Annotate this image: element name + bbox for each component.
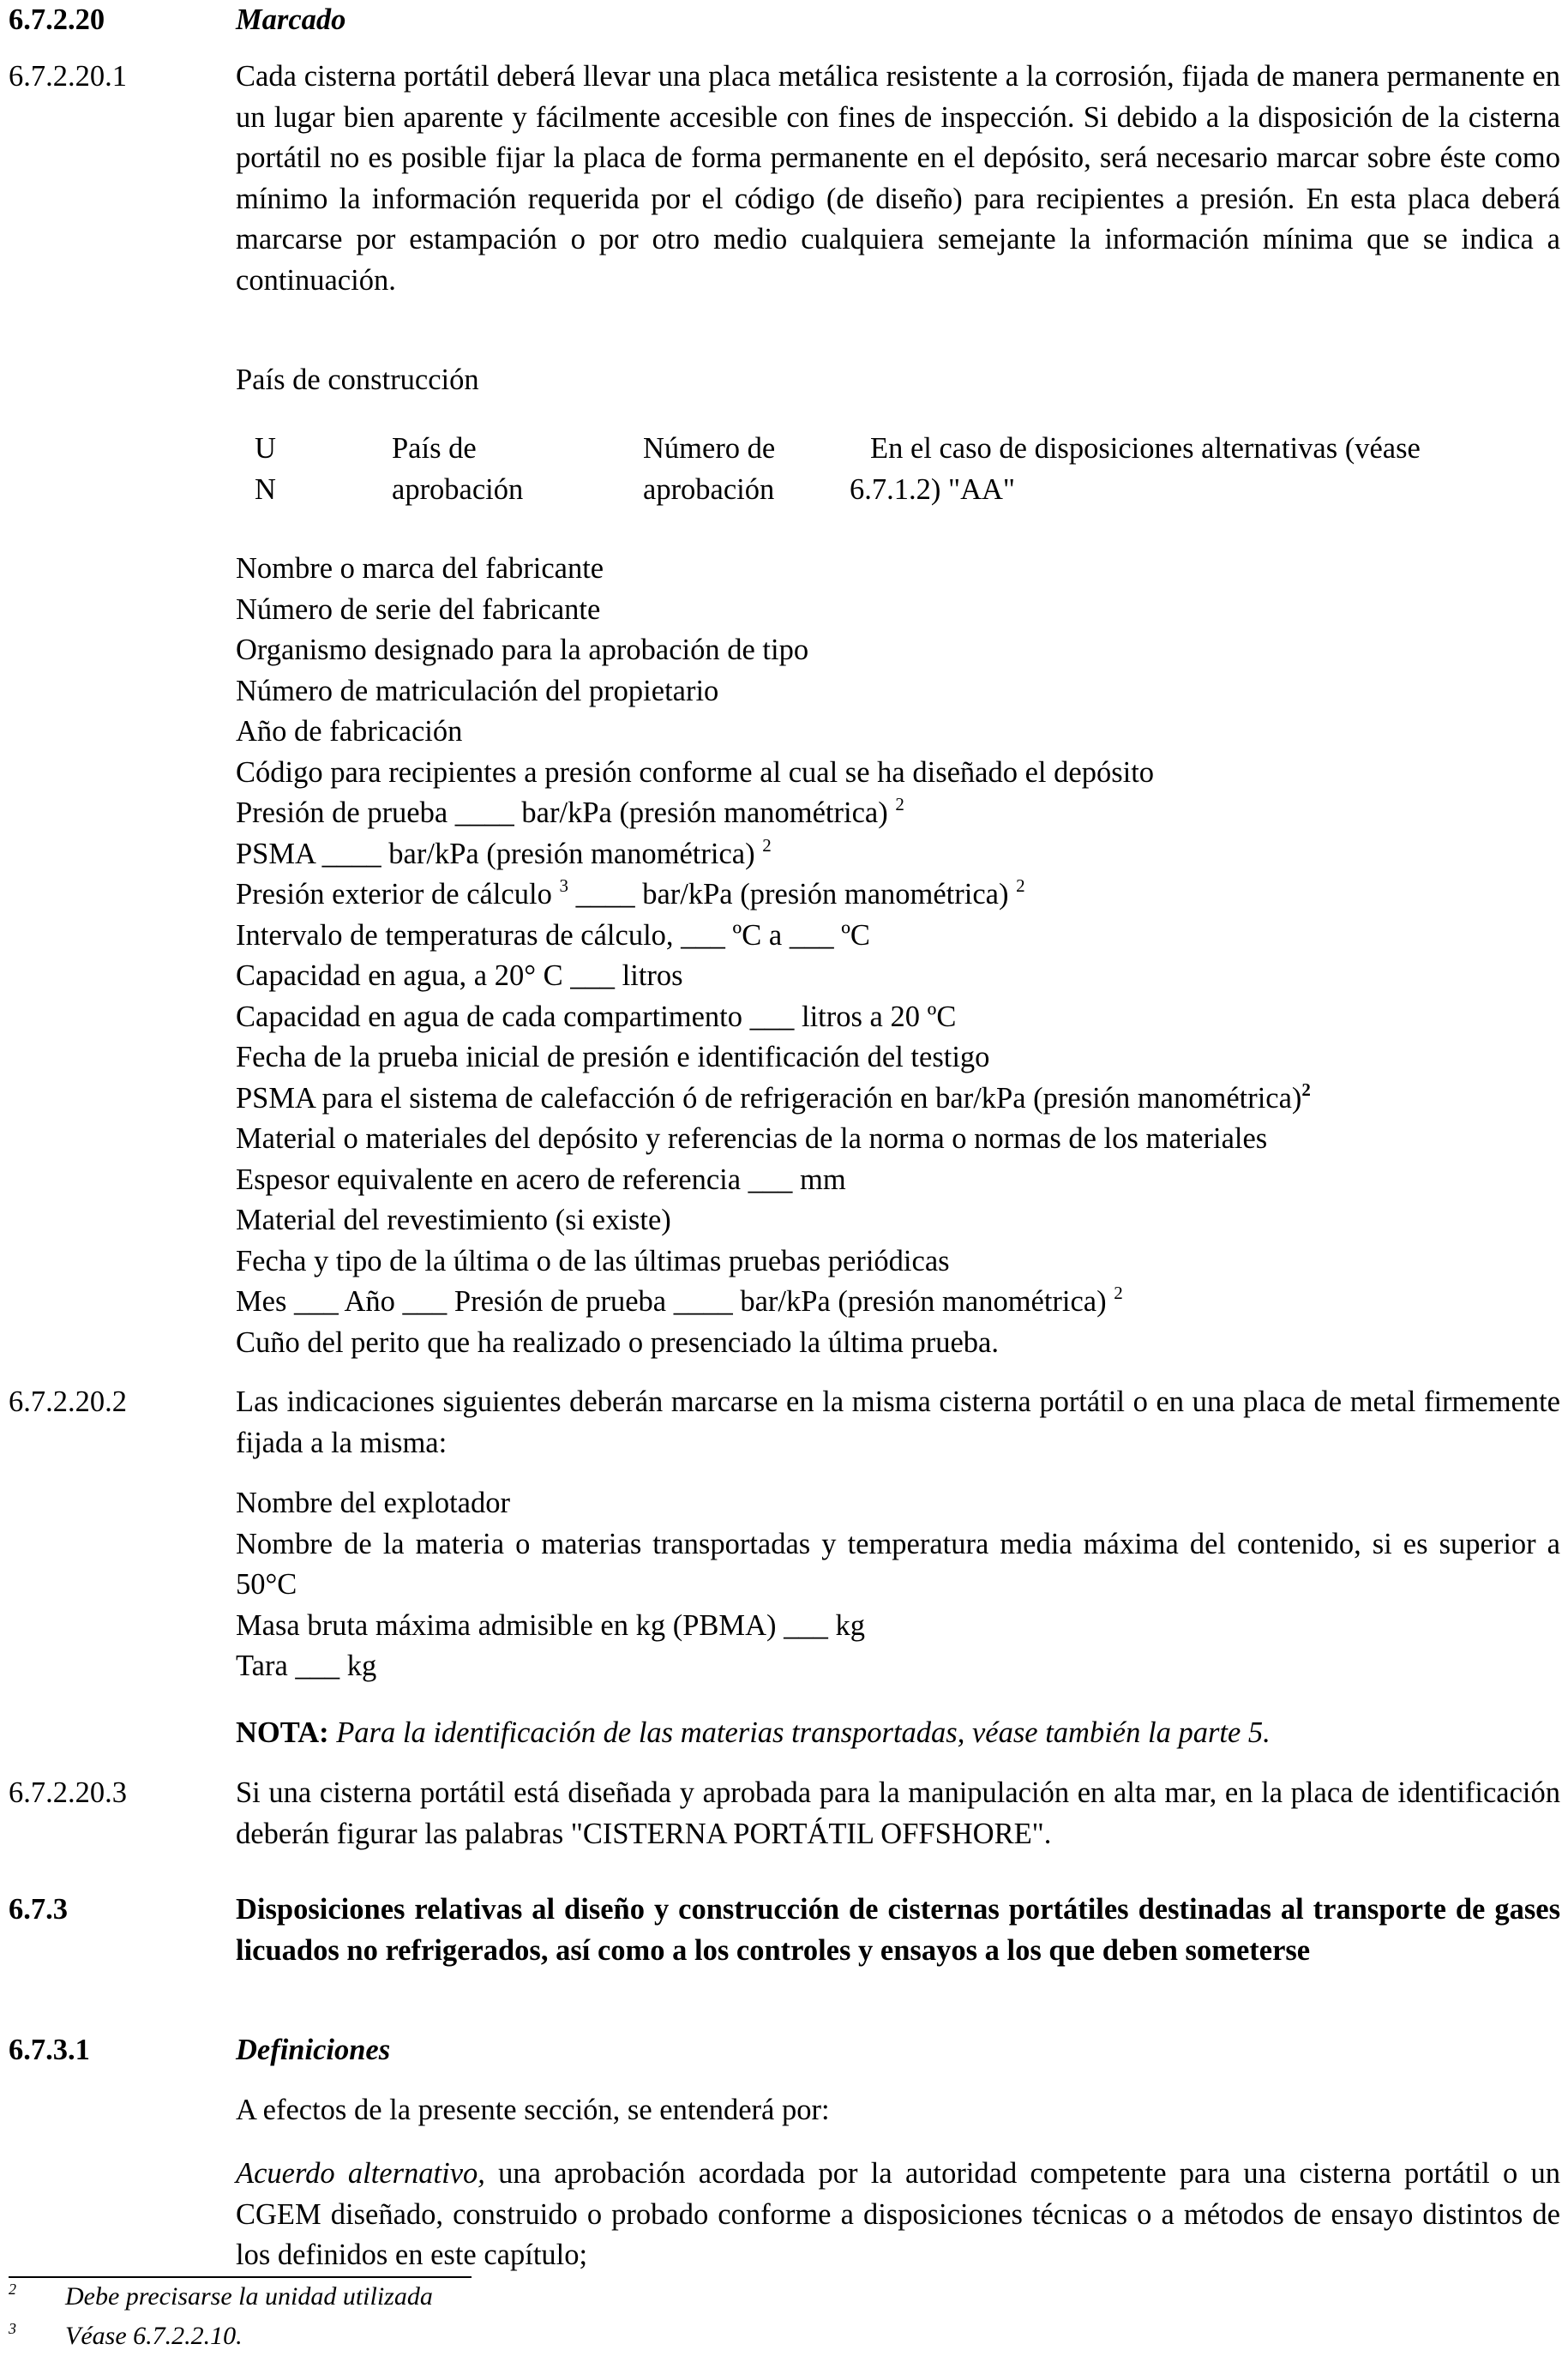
section-title: Definiciones xyxy=(236,2034,391,2066)
footnote-text: Debe precisarse la unidad utilizada xyxy=(65,2282,433,2311)
list-item: Material o materiales del depósito y referencias de la norma o normas de los materiales xyxy=(236,1122,1268,1155)
footnote xyxy=(9,2320,243,2351)
list-item: Material del revestimiento (si existe) xyxy=(236,1204,671,1236)
operator-items-list xyxy=(236,1483,1560,1687)
paragraph: Si una cisterna portátil está diseñada y aprobada para la manipulación en alta mar, en la placa de identificación deberán figurar las palabras "CISTERNA PORTÁTIL OFFSHORE". xyxy=(236,1776,1560,1850)
definition-text: una aprobación acordada por la autoridad competente para una cisterna portátil o un CGEM diseñado, construido o probado conforme a disposiciones técnicas o a métodos de ensayo distintos de los definidos en este capítulo; xyxy=(236,2157,1560,2271)
item-text: ____ bar/kPa (presión manométrica) xyxy=(568,878,1017,911)
section-title: Disposiciones relativas al diseño y construcción de cisternas portátiles destinadas al transporte de gases licuados no refrigerados, así como a los controles y ensayos a los que deben someterse xyxy=(236,1893,1560,1967)
paragraph: Las indicaciones siguientes deberán marcarse en la misma cisterna portátil o en una placa de metal firmemente fijada a la misma: xyxy=(236,1385,1560,1459)
list-item: Código para recipientes a presión conforme al cual se ha diseñado el depósito xyxy=(236,755,1155,789)
footnote-ref: 2 xyxy=(895,794,904,814)
note-text: Para la identificación de las materias transportadas, véase también la parte 5. xyxy=(328,1716,1271,1749)
approval-table xyxy=(236,429,1560,511)
list-item: Espesor equivalente en acero de referencia ___ mm xyxy=(236,1163,846,1196)
table-cell: N xyxy=(255,473,276,506)
footnote-ref: 2 xyxy=(762,834,772,856)
table-cell: U xyxy=(255,432,276,465)
paragraph: Cada cisterna portátil deberá llevar una placa metálica resistente a la corrosión, fijada de manera permanente en un lugar bien aparente y fácilmente accesible con fines de inspección. Si debido a la disposición de la cisterna portátil no es posible fijar la placa de forma permanente en el depósito, será necesario marcar sobre éste como mínimo la información requerida por el código (de diseño) para recipientes a presión. En esta placa deberá marcarse por estampación o por otro medio cualquiera semejante la información mínima que se indica a continuación. xyxy=(236,60,1560,297)
list-item xyxy=(236,834,1560,875)
list-item: Fecha y tipo de la última o de las últimas pruebas periódicas xyxy=(236,1244,950,1277)
list-item xyxy=(236,793,1560,834)
section-number: 6.7.2.20.3 xyxy=(9,1776,127,1809)
item-text: Presión exterior de cálculo xyxy=(236,878,560,911)
footnote-ref: 3 xyxy=(559,875,568,896)
list-item: Nombre del explotador xyxy=(236,1487,510,1519)
marking-items-list xyxy=(236,549,1560,1363)
intro-text: A efectos de la presente sección, se entenderá por: xyxy=(236,2094,830,2126)
table-cell: En el caso de disposiciones alternativas (véase xyxy=(870,432,1421,465)
item-text: Presión de prueba ____ bar/kPa (presión manométrica) xyxy=(236,796,896,829)
footnote-mark: 2 xyxy=(9,2281,16,2298)
footnote-ref: 2 xyxy=(1301,1079,1311,1100)
section-title: Marcado xyxy=(236,3,346,36)
table-cell: aprobación xyxy=(643,473,775,506)
table-cell: País de xyxy=(392,432,477,465)
item-text: Mes ___ Año ___ Presión de prueba ____ bar/kPa (presión manométrica) xyxy=(236,1285,1114,1318)
list-item: Tara ___ kg xyxy=(236,1650,377,1682)
list-item: Masa bruta máxima admisible en kg (PBMA) ___ kg xyxy=(236,1608,865,1642)
definition-term: Acuerdo alternativo, xyxy=(236,2157,485,2190)
list-item: Número de serie del fabricante xyxy=(236,592,601,626)
item-text: PSMA ____ bar/kPa (presión manométrica) xyxy=(236,837,763,870)
section-number: 6.7.3 xyxy=(9,1893,68,1926)
list-item: Organismo designado para la aprobación de tipo xyxy=(236,634,809,666)
list-item xyxy=(236,1282,1560,1323)
footnote-ref: 2 xyxy=(1016,875,1025,896)
note xyxy=(236,1713,1560,1754)
section-number: 6.7.3.1 xyxy=(9,2034,90,2066)
section-number: 6.7.2.20.2 xyxy=(9,1385,127,1418)
list-item: Nombre de la materia o materias transportadas y temperatura media máxima del contenido, si es superior a 50°C xyxy=(236,1527,1560,1601)
table-cell: 6.7.1.2) "AA" xyxy=(850,473,1015,506)
table-cell: Número de xyxy=(643,432,776,465)
footnote-mark: 3 xyxy=(9,2320,16,2337)
footnote-text: Véase 6.7.2.2.10. xyxy=(65,2322,243,2350)
section-number: 6.7.2.20 xyxy=(9,3,105,36)
list-item: Cuño del perito que ha realizado o presenciado la última prueba. xyxy=(236,1325,999,1359)
footnote-rule xyxy=(9,2276,472,2278)
list-item: Capacidad en agua, a 20° C ___ litros xyxy=(236,959,683,992)
list-item xyxy=(236,1079,1560,1120)
list-item: Número de matriculación del propietario xyxy=(236,674,719,707)
section-number: 6.7.2.20.1 xyxy=(9,60,127,93)
list-item: Intervalo de temperaturas de cálculo, ___ ºC a ___ ºC xyxy=(236,918,870,952)
list-item xyxy=(236,874,1560,916)
list-item: Fecha de la prueba inicial de presión e identificación del testigo xyxy=(236,1041,990,1073)
list-item: Nombre o marca del fabricante xyxy=(236,552,604,585)
note-label: NOTA: xyxy=(236,1716,329,1749)
footnote-ref: 2 xyxy=(1114,1283,1123,1303)
definition xyxy=(236,2154,1560,2276)
item-text: PSMA para el sistema de calefacción ó de refrigeración en bar/kPa (presión manométrica) xyxy=(236,1081,1302,1115)
table-cell: aprobación xyxy=(392,473,524,506)
list-item: Capacidad en agua de cada compartimento ___ litros a 20 ºC xyxy=(236,1000,957,1033)
country-label: País de construcción xyxy=(236,364,479,396)
list-item: Año de fabricación xyxy=(236,715,463,748)
footnote xyxy=(9,2281,433,2311)
